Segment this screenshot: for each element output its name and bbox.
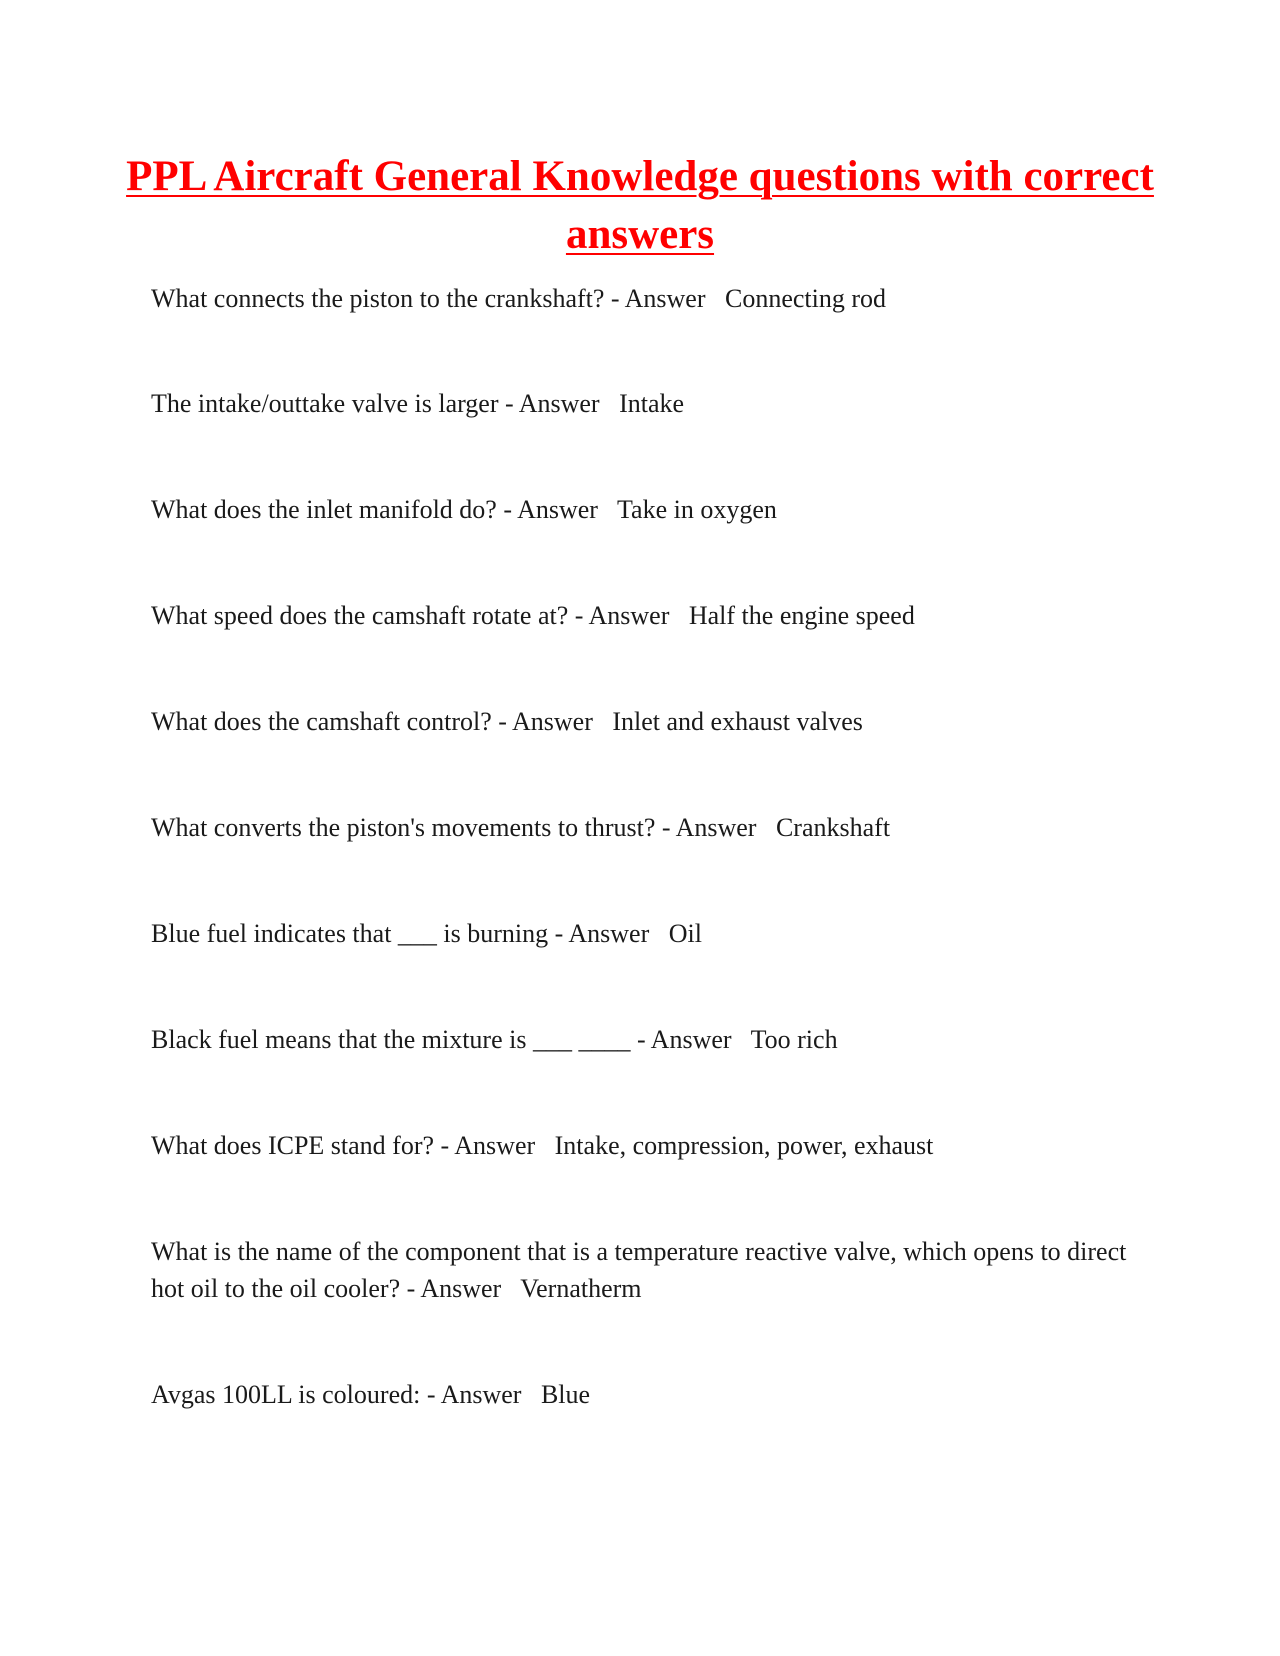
answer-text: Inlet and exhaust valves: [612, 707, 863, 736]
answer-label: - Answer: [661, 813, 757, 842]
answer-text: Crankshaft: [775, 813, 891, 842]
answer-label: - Answer: [406, 1274, 502, 1303]
question-text: What does the camshaft control?: [151, 707, 492, 736]
answer-label: - Answer: [505, 389, 600, 418]
answer-label: - Answer: [610, 284, 706, 313]
answer-text: Vernatherm: [520, 1274, 642, 1303]
answer-text: Intake: [619, 389, 685, 418]
answer-text: Oil: [668, 919, 702, 948]
qa-item: [151, 597, 1151, 634]
question-text: What does the inlet manifold do?: [151, 495, 497, 524]
answer-text: Take in oxygen: [616, 495, 777, 524]
qa-item: [151, 703, 1151, 740]
answer-text: Too rich: [750, 1025, 838, 1054]
qa-item: [151, 1127, 1151, 1164]
answer-label: - Answer: [440, 1131, 536, 1160]
answer-label: - Answer: [574, 601, 670, 630]
question-text: Black fuel means that the mixture is ___ ____: [151, 1025, 631, 1054]
answer-text: Connecting rod: [725, 284, 887, 313]
qa-item: [151, 491, 1151, 528]
answer-label: - Answer: [498, 707, 593, 736]
qa-item: [151, 1376, 1151, 1413]
answer-label: - Answer: [426, 1380, 522, 1409]
question-text: Avgas 100LL is coloured:: [151, 1380, 421, 1409]
qa-item: [151, 809, 1151, 846]
answer-label: - Answer: [554, 919, 650, 948]
question-text: What is the name of the component that is a temperature reactive valve, which opens to direct hot oil to the oil cooler?: [151, 1237, 1133, 1303]
question-text: What speed does the camshaft rotate at?: [151, 601, 569, 630]
answer-text: Half the engine speed: [688, 601, 915, 630]
question-text: What does ICPE stand for?: [151, 1131, 435, 1160]
question-text: What converts the piston's movements to thrust?: [151, 813, 656, 842]
answer-label: - Answer: [503, 495, 598, 524]
qa-item: [151, 1233, 1151, 1307]
answer-text: Blue: [540, 1380, 591, 1409]
qa-item: [151, 385, 1151, 422]
answer-label: - Answer: [636, 1025, 732, 1054]
question-text: The intake/outtake valve is larger: [151, 389, 499, 418]
question-text: Blue fuel indicates that ___ is burning: [151, 919, 549, 948]
qa-item: [151, 280, 1151, 317]
qa-item: [151, 915, 1151, 952]
document-title: PPL Aircraft General Knowledge questions with correct answers: [126, 153, 1154, 258]
question-text: What connects the piston to the crankshaft?: [151, 284, 605, 313]
qa-item: [151, 1021, 1151, 1058]
answer-text: Intake, compression, power, exhaust: [554, 1131, 934, 1160]
